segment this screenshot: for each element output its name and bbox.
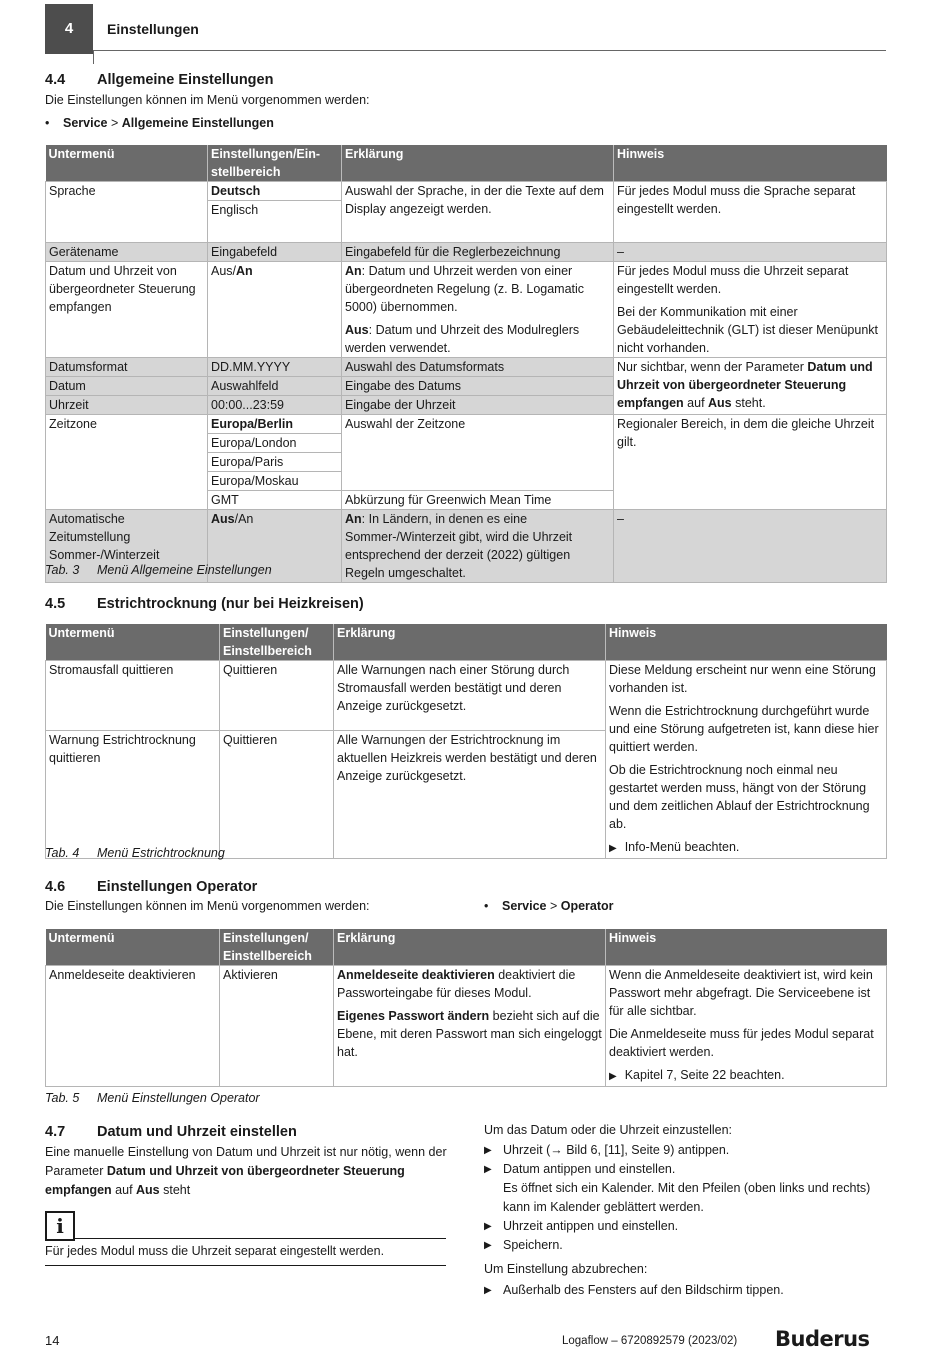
cell-gmt-explanation: Abkürzung für Greenwich Mean Time — [342, 491, 614, 510]
cell-power-failure-explanation: Alle Warnungen nach einer Störung durch Stromausfall werden bestätigt und deren Anzeige zurückgesetzt. — [334, 661, 606, 731]
cell-dateformat-setting: DD.MM.YYYY — [208, 358, 342, 377]
section-4-7-heading: 4.7 Datum und Uhrzeit einstellen — [45, 1124, 297, 1140]
cell-power-failure-setting: Quittieren — [220, 661, 334, 731]
col-header-submenu: Untermenü — [46, 929, 220, 966]
cell-datetime-hint: Für jedes Modul muss die Uhrzeit separat eingestellt werden. Bei der Kommunikation mit einer Gebäudeleittechnik (GLT) ist dieser Menüpunkt nicht vorhanden. — [614, 262, 887, 358]
cell-timezone-name: Zeitzone — [46, 415, 208, 510]
cell-timezone-hint: Regionaler Bereich, in dem die gleiche Uhrzeit gilt. — [614, 415, 887, 510]
cell-date-explanation: Eingabe des Datums — [342, 377, 614, 396]
table-general-settings — [45, 145, 887, 583]
col-header-submenu: Untermenü — [46, 145, 208, 182]
list-item: ▶ Datum antippen und einstellen. Es öffnet sich ein Kalender. Mit den Pfeilen (oben links und rechts) kann im Kalender geblättert werden. — [484, 1160, 886, 1217]
cell-dst-name: Automatische Zeitumstellung Sommer-/Winterzeit — [46, 510, 208, 583]
col-header-settings: Einstellungen/Ein-stellbereich — [208, 145, 342, 182]
header-rule — [93, 50, 886, 51]
col-header-hint: Hinweis — [614, 145, 887, 182]
cell-device-setting: Eingabefeld — [208, 243, 342, 262]
col-header-explanation: Erklärung — [334, 929, 606, 966]
cell-time-explanation: Eingabe der Uhrzeit — [342, 396, 614, 415]
cell-login-page-setting: Aktivieren — [220, 966, 334, 1087]
cancel-steps-list — [484, 1281, 886, 1300]
cell-dst-explanation: An: In Ländern, in denen es eine Sommer-/Winterzeit gibt, wird die Uhrzeit entsprechend der derzeit (2022) gültigen Regeln umgeschaltet. — [342, 510, 614, 583]
brand-logo: Buderus — [775, 1327, 870, 1351]
info-top-rule — [75, 1238, 446, 1239]
cell-timezone-option-4: Europa/Moskau — [208, 472, 342, 491]
cell-language-name: Sprache — [46, 182, 208, 243]
section-4-6-heading: 4.6 Einstellungen Operator — [45, 879, 258, 895]
cell-dst-hint: – — [614, 510, 887, 583]
cell-dateformat-explanation: Auswahl des Datumsformats — [342, 358, 614, 377]
header-rule-tick — [93, 50, 94, 64]
cell-language-option-1: Deutsch — [208, 182, 342, 201]
cell-login-page-explanation: Anmeldeseite deaktivieren deaktiviert die Passworteingabe für dieses Modul. Eigenes Passwort ändern bezieht sich auf die Ebene, mit deren Passwort man sich eingeloggt hat. — [334, 966, 606, 1087]
table-header-row — [46, 929, 887, 966]
col-header-hint: Hinweis — [606, 929, 887, 966]
list-item: ▶ Uhrzeit (→ Bild 6, [11], Seite 9) antippen. — [484, 1141, 886, 1160]
chapter-title: Einstellungen — [107, 21, 199, 37]
table-row — [46, 182, 887, 201]
cell-date-name: Datum — [46, 377, 208, 396]
cell-screed-warning-name: Warnung Estrichtrocknung quittieren — [46, 731, 220, 859]
cell-time-name: Uhrzeit — [46, 396, 208, 415]
cell-device-name: Gerätename — [46, 243, 208, 262]
cell-timezone-option-1: Europa/Berlin — [208, 415, 342, 434]
table-row — [46, 661, 887, 731]
menu-path-service-general: • Service > Allgemeine Einstellungen — [45, 116, 274, 130]
cell-datetime-name: Datum und Uhrzeit von übergeordneter Steuerung empfangen — [46, 262, 208, 358]
list-item: ▶ Speichern. — [484, 1236, 886, 1255]
table-3-caption: Tab. 3 Menü Allgemeine Einstellungen — [45, 563, 272, 577]
cell-visibility-hint: Nur sichtbar, wenn der Parameter Datum und Uhrzeit von übergeordneter Steuerung empfangen auf Aus steht. — [614, 358, 887, 415]
cell-login-page-hint: Wenn die Anmeldeseite deaktiviert ist, wird kein Passwort mehr abgefragt. Die Serviceebene ist für alle sichtbar. Die Anmeldeseite muss für jedes Modul separat deaktiviert werden. ▶ Kapitel 7, Seite 22 beachten. — [606, 966, 887, 1087]
table-row — [46, 415, 887, 434]
cell-timezone-option-3: Europa/Paris — [208, 453, 342, 472]
cell-device-explanation: Eingabefeld für die Reglerbezeichnung — [342, 243, 614, 262]
info-note-text: Für jedes Modul muss die Uhrzeit separat eingestellt werden. — [45, 1244, 385, 1258]
cancel-intro: Um Einstellung abzubrechen: — [484, 1262, 648, 1276]
list-item: ▶ Uhrzeit antippen und einstellen. — [484, 1217, 886, 1236]
cell-language-explanation: Auswahl der Sprache, in der die Texte auf dem Display angezeigt werden. — [342, 182, 614, 243]
cell-timezone-option-5: GMT — [208, 491, 342, 510]
col-header-explanation: Erklärung — [342, 145, 614, 182]
cell-language-option-2: Englisch — [208, 201, 342, 243]
cell-login-page-name: Anmeldeseite deaktivieren — [46, 966, 220, 1087]
info-bottom-rule — [45, 1265, 446, 1266]
chapter-number-box: 4 — [45, 4, 93, 54]
cell-dateformat-name: Datumsformat — [46, 358, 208, 377]
cell-time-setting: 00:00...23:59 — [208, 396, 342, 415]
list-item: ▶ Außerhalb des Fensters auf den Bildschirm tippen. — [484, 1281, 886, 1300]
col-header-hint: Hinweis — [606, 624, 887, 661]
col-header-submenu: Untermenü — [46, 624, 220, 661]
info-icon: i — [45, 1211, 75, 1241]
cell-screed-hint: Diese Meldung erscheint nur wenn eine Störung vorhanden ist. Wenn die Estrichtrocknung durchgeführt wurde und eine Störung aufgetreten ist, kann diese hier quittiert werden. Ob die Estrichtrocknung noch einmal neu gestartet werden muss, hängt von der Störung und dem zeitlichen Ablauf der Estrichtrocknung ab. ▶ Info-Menü beachten. — [606, 661, 887, 859]
table-header-row — [46, 145, 887, 182]
cell-datetime-explanation: An: Datum und Uhrzeit werden von einer übergeordneten Regelung (z. B. Logamatic 5000) übernommen. Aus: Datum und Uhrzeit des Modulreglers werden verwendet. — [342, 262, 614, 358]
document-reference: Logaflow – 6720892579 (2023/02) — [562, 1335, 738, 1347]
cell-timezone-option-2: Europa/London — [208, 434, 342, 453]
table-row — [46, 358, 887, 377]
col-header-settings: Einstellungen/ Einstellbereich — [220, 929, 334, 966]
cell-language-hint: Für jedes Modul muss die Sprache separat eingestellt werden. — [614, 182, 887, 243]
cell-dst-setting: Aus/An — [208, 510, 342, 583]
cell-screed-warning-explanation: Alle Warnungen der Estrichtrocknung im aktuellen Heizkreis werden bestätigt und deren Anzeige zurückgesetzt. — [334, 731, 606, 859]
section-4-4-intro: Die Einstellungen können im Menü vorgenommen werden: — [45, 93, 370, 107]
cell-device-hint: – — [614, 243, 887, 262]
page-number: 14 — [45, 1333, 60, 1348]
steps-list — [484, 1141, 886, 1255]
table-header-row — [46, 624, 887, 661]
table-row — [46, 262, 887, 358]
table-row — [46, 243, 887, 262]
section-4-4-heading: 4.4 Allgemeine Einstellungen — [45, 72, 274, 88]
section-4-5-heading: 4.5 Estrichtrocknung (nur bei Heizkreisen) — [45, 596, 364, 612]
table-5-caption: Tab. 5 Menü Einstellungen Operator — [45, 1091, 260, 1105]
table-operator-settings — [45, 929, 887, 1087]
steps-intro: Um das Datum oder die Uhrzeit einzustellen: — [484, 1123, 733, 1137]
section-4-7-intro: Eine manuelle Einstellung von Datum und Uhrzeit ist nur nötig, wenn der Parameter Datum und Uhrzeit von übergeordneter Steuerung empfangen auf Aus steht — [45, 1145, 447, 1197]
cell-timezone-explanation: Auswahl der Zeitzone — [342, 415, 614, 491]
col-header-explanation: Erklärung — [334, 624, 606, 661]
section-4-6-intro: Die Einstellungen können im Menü vorgenommen werden: — [45, 899, 370, 913]
table-row — [46, 966, 887, 1087]
menu-path-service-operator: • Service > Operator — [484, 899, 614, 913]
cell-datetime-setting: Aus/An — [208, 262, 342, 358]
table-4-caption: Tab. 4 Menü Estrichtrocknung — [45, 846, 225, 860]
cell-screed-warning-setting: Quittieren — [220, 731, 334, 859]
table-screed-drying — [45, 624, 887, 859]
cell-power-failure-name: Stromausfall quittieren — [46, 661, 220, 731]
cell-date-setting: Auswahlfeld — [208, 377, 342, 396]
col-header-settings: Einstellungen/ Einstellbereich — [220, 624, 334, 661]
